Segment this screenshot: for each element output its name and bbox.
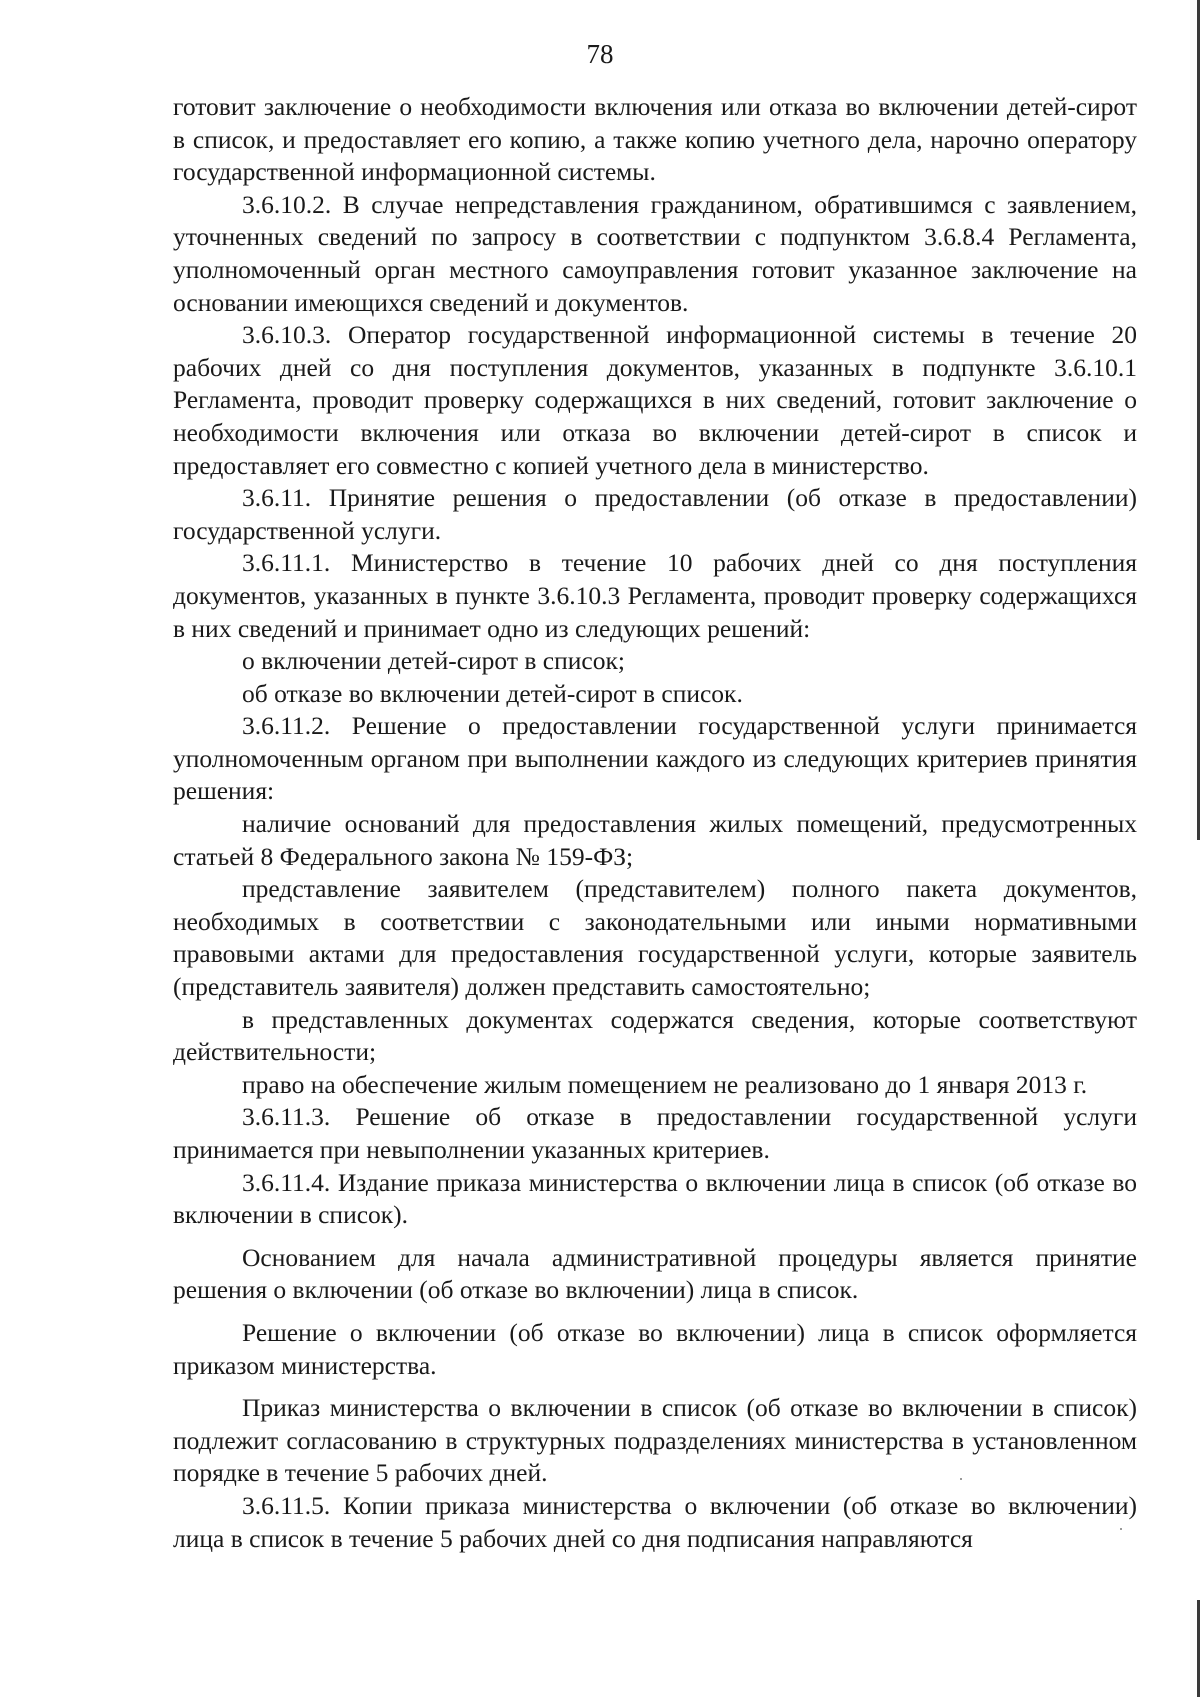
criterion-right-not-realized: право на обеспечение жилым помещением не реализовано до 1 января 2013 г. [242, 1069, 1088, 1099]
decision-option-include: о включении детей-сирот в список; [242, 646, 625, 676]
criterion-grounds: наличие оснований для предоставления жилых помещений, предусмотренных статьей 8 Федерального закона № 159-ФЗ; [173, 809, 1137, 871]
criterion-accuracy: в представленных документах содержатся сведения, которые соответствуют действительности; [173, 1004, 1137, 1067]
document-body [173, 91, 1137, 1555]
paragraph-3-6-11-4: 3.6.11.4. Издание приказа министерства о включении лица в список (об отказе во включении в список). [173, 1167, 1137, 1230]
page-number: 78 [586, 39, 614, 69]
paragraph-continuation: готовит заключение о необходимости включения или отказа во включении детей-сирот в список, и предоставляет его копию, а также копию учетного дела, нарочно оператору государственной информационной системы. [173, 92, 1137, 187]
paragraph-3-6-11-5: 3.6.11.5. Копии приказа министерства о включении (об отказе во включении) лица в список в течение 5 рабочих дней со дня подписания направляются [173, 1490, 1137, 1553]
paragraph-3-6-11-3: 3.6.11.3. Решение об отказе в предоставлении государственной услуги принимается при невыполнении указанных критериев. [173, 1102, 1137, 1164]
paragraph-procedure-basis: Основанием для начала административной процедуры является принятие решения о включении (об отказе во включении) лица в список. [173, 1242, 1137, 1305]
paragraph-3-6-10-2: 3.6.10.2. В случае непредставления гражданином, обратившимся с заявлением, уточненных сведений по запросу в соответствии с подпунктом 3.6.8.4 Регламента, уполномоченный орган местного самоуправления готовит указанное заключение на основании имеющихся сведений и документов. [173, 189, 1137, 317]
paragraph-decision-order: Решение о включении (об отказе во включении) лица в список оформляется приказом министерства. [173, 1317, 1137, 1380]
paragraph-3-6-10-3: 3.6.10.3. Оператор государственной информационной системы в течение 20 рабочих дней со дня поступления документов, указанных в подпункте 3.6.10.1 Регламента, проводит проверку содержащихся в них сведений, готовит заключение о необходимости включения или отказа во включении детей-сирот в список и предоставляет его совместно с копией учетного дела в министерство. [173, 320, 1137, 480]
paragraph-3-6-11-1: 3.6.11.1. Министерство в течение 10 рабочих дней со дня поступления документов, указанных в пункте 3.6.10.3 Регламента, проводит проверку содержащихся в них сведений и принимает одно из следующих решений: [173, 548, 1137, 643]
paragraph-order-approval: Приказ министерства о включении в список (об отказе во включении в список) подлежит согласованию в структурных подразделениях министерства в установленном порядке в течение 5 рабочих дней. [173, 1393, 1137, 1488]
paragraph-3-6-11-2: 3.6.11.2. Решение о предоставлении государственной услуги принимается уполномоченным органом при выполнении каждого из следующих критериев принятия решения: [173, 711, 1137, 806]
paragraph-3-6-11: 3.6.11. Принятие решения о предоставлении (об отказе в предоставлении) государственной услуги. [173, 483, 1137, 545]
decision-option-refuse: об отказе во включении детей-сирот в список. [242, 678, 743, 708]
criterion-documents: представление заявителем (представителем) полного пакета документов, необходимых в соответствии с законодательными или иными нормативными правовыми актами для предоставления государственной услуги, которые заявитель (представитель заявителя) должен представить самостоятельно; [173, 874, 1137, 1002]
